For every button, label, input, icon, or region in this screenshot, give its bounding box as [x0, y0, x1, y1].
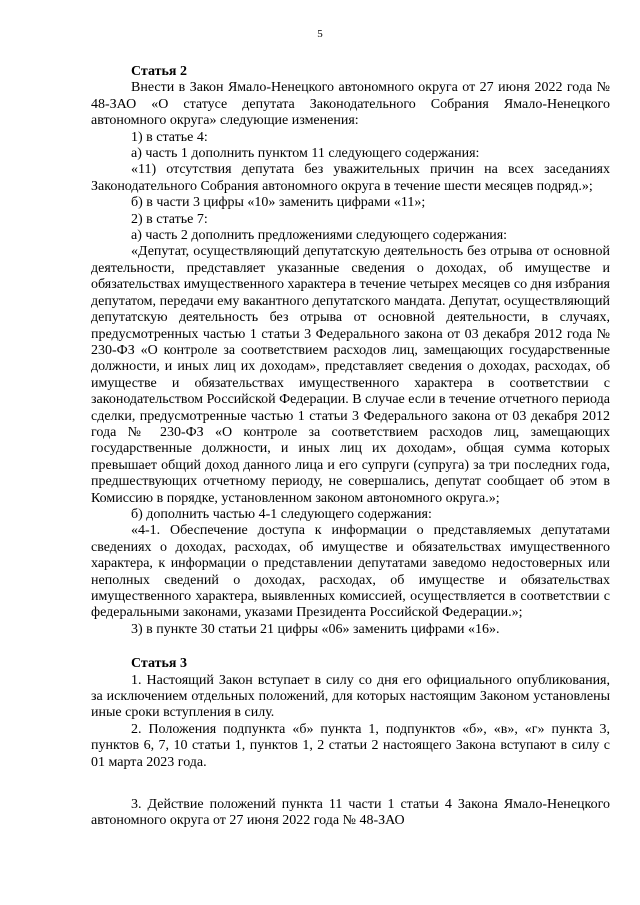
article-3-paragraph: 2. Положения подпункта «б» пункта 1, подпунктов «б», «в», «г» пункта 3, пунктов 6, 7, 10 статьи 1, пунктов 1, 2 статьи 2 настоящего Закона вступают в силу с 01 марта 2023 года. — [91, 721, 610, 770]
article-2-paragraph: «11) отсутствия депутата без уважительных причин на всех заседаниях Законодательного Собрания автономного округа в течение шести месяцев подряд.»; — [91, 162, 610, 194]
article-2-paragraph: 1) в статье 4: — [131, 129, 208, 145]
article-3-heading: Статья 3 — [131, 656, 187, 672]
article-2-paragraph: «4-1. Обеспечение доступа к информации о представляемых депутатами сведениях о доходах, расходах, об имуществе и обязательствах имущественного характера, к информации о представлении депутатами заведомо недостоверных или неполных сведений о доходах, расходах, об имуществе и обязательствах имущественного характера, выявленных комиссией, осуществляется в соответствии с федеральными законами, указами Президента Российской Федерации.»; — [91, 523, 610, 621]
article-2-paragraph: Внести в Закон Ямало-Ненецкого автономного округа от 27 июня 2022 года № 48-ЗАО «О статусе депутата Законодательного Собрания Ямало-Ненецкого автономного округа» следующие изменения: — [91, 80, 610, 129]
article-2-paragraph: а) часть 1 дополнить пунктом 11 следующего содержания: — [131, 146, 480, 162]
article-2-paragraph: 3) в пункте 30 статьи 21 цифры «06» заменить цифрами «16». — [131, 621, 500, 637]
article-3-paragraph: 1. Настоящий Закон вступает в силу со дня его официального опубликования, за исключением отдельных положений, для которых настоящим Законом установлены иные сроки вступления в силу. — [91, 672, 610, 721]
article-2-paragraph: «Депутат, осуществляющий депутатскую деятельность без отрыва от основной деятельности, представляет указанные сведения о доходах, об имуществе и обязательствах имущественного характера в течение четырех месяцев со дня избрания депутатом, передачи ему вакантного депутатского мандата. Депутат, осуществляющий депутатскую деятельность без отрыва от основной деятельности, в случаях, предусмотренных частью 1 статьи 3 Федерального закона от 03 декабря 2012 года № 230-ФЗ «О контроле за соответствием расходов лиц, замещающих государственные должности, и иных лиц их доходам», представляет сведения о доходах, расходах, об имуществе и обязательствах имущественного характера в соответствии с законодательством Российской Федерации. В случае если в течение отчетного периода сделки, предусмотренные частью 1 статьи 3 Федерального закона от 03 декабря 2012 года № 230-ФЗ «О контроле за соответствием расходов лиц, замещающих государственные должности, и иных лиц их доходам», общая сумма которых превышает общий доход данного лица и его супруги (супруга) за три последних года, предшествующих отчетному периоду, не совершались, депутат сообщает об этом в Комиссию в порядке, установленном законом автономного округа.»; — [91, 244, 610, 506]
document-body — [91, 64, 610, 830]
page-number: 5 — [317, 28, 323, 40]
article-3-paragraph: 3. Действие положений пункта 11 части 1 статьи 4 Закона Ямало-Ненецкого автономного округа от 27 июня 2022 года № 48-ЗАО — [91, 797, 610, 829]
article-2-paragraph: б) дополнить частью 4-1 следующего содержания: — [131, 506, 432, 522]
article-spacer — [91, 638, 610, 656]
article-2-paragraph: а) часть 2 дополнить предложениями следующего содержания: — [131, 228, 508, 244]
article-2-paragraph: б) в части 3 цифры «10» заменить цифрами «11»; — [131, 195, 426, 211]
paragraph-spacer — [91, 771, 610, 797]
article-2-paragraph: 2) в статье 7: — [131, 211, 208, 227]
article-2-heading: Статья 2 — [131, 64, 187, 79]
